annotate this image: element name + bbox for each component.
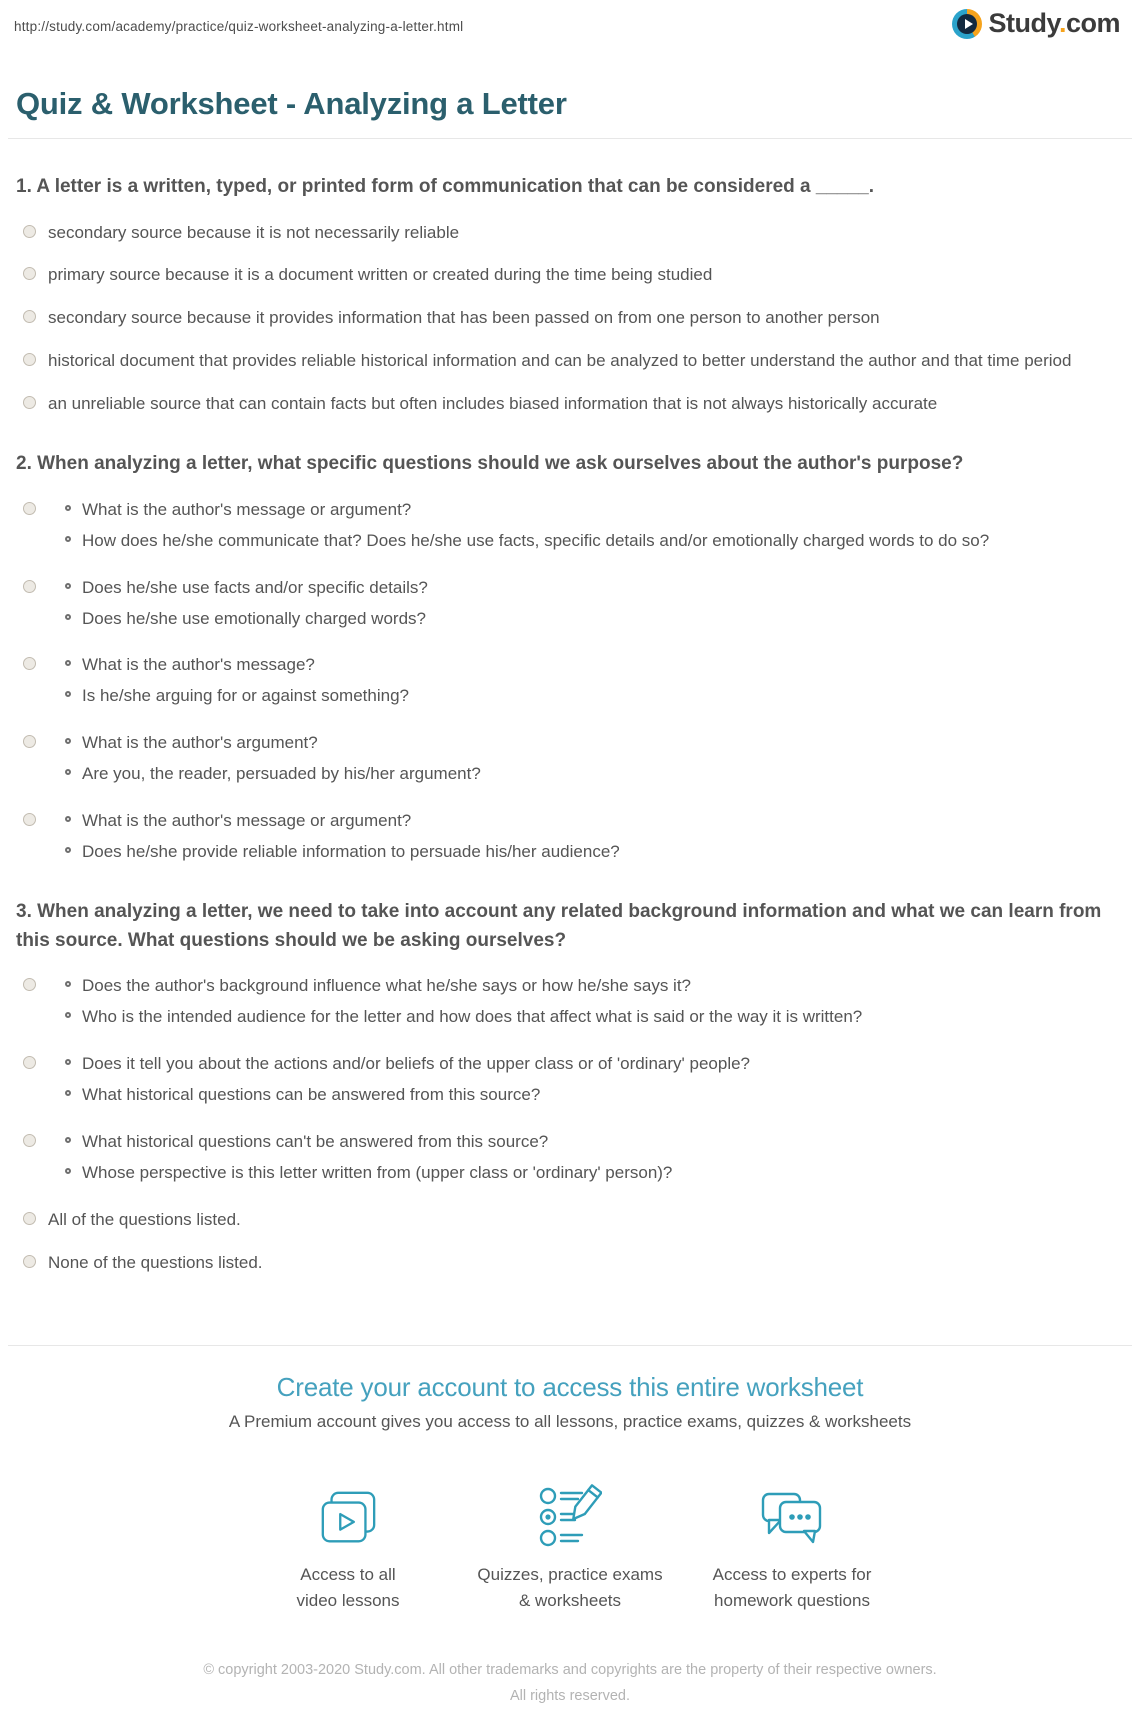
radio-button-icon[interactable] (23, 267, 36, 280)
sub-bullet-icon (65, 738, 71, 744)
option-text: an unreliable source that can contain facts but often includes biased information that is not always historically accurate (48, 394, 938, 414)
sub-bullet-icon (65, 816, 71, 822)
option-subline (65, 1053, 750, 1076)
answer-option[interactable] (23, 307, 1124, 330)
feature-video-lessons (237, 1478, 459, 1615)
option-text: Does he/she provide reliable information to persuade his/her audience? (82, 842, 620, 862)
option-subline (65, 577, 428, 600)
option-sublist (65, 1131, 672, 1185)
sub-bullet-icon (65, 1168, 71, 1174)
sub-bullet-icon (65, 691, 71, 697)
answer-option[interactable] (23, 732, 1124, 786)
radio-button-icon[interactable] (23, 813, 36, 826)
option-subline (65, 732, 481, 755)
answer-option[interactable] (23, 264, 1124, 287)
sub-bullet-icon (65, 1137, 71, 1143)
option-text: Does the author's background influence what he/she says or how he/she says it? (82, 976, 691, 996)
studycom-play-icon (952, 9, 982, 39)
option-text: What historical questions can be answered from this source? (82, 1084, 541, 1104)
questions (0, 173, 1140, 1299)
sub-bullet-icon (65, 660, 71, 666)
option-subline (65, 685, 409, 708)
option-subline (65, 841, 620, 864)
feature-label: Access to experts for homework questions (712, 1564, 872, 1610)
radio-button-icon[interactable] (23, 735, 36, 748)
answer-option[interactable] (23, 810, 1124, 864)
question-block (16, 898, 1124, 1275)
option-sublist (65, 499, 989, 553)
page-title: Quiz & Worksheet - Analyzing a Letter (16, 86, 567, 121)
option-sublist (65, 732, 481, 786)
sub-bullet-icon (65, 769, 71, 775)
radio-button-icon[interactable] (23, 502, 36, 515)
sub-bullet-icon (65, 1059, 71, 1065)
sub-bullet-icon (65, 614, 71, 620)
question-heading: 2. When analyzing a letter, what specific questions should we ask ourselves about the author's purpose? (16, 453, 964, 475)
option-text: What is the author's message? (82, 655, 315, 675)
option-text: Does he/she use facts and/or specific details? (82, 577, 428, 597)
copyright-notice: © copyright 2003-2020 Study.com. All other trademarks and copyrights are the property of their respective owners. All rights reserved. (203, 1662, 937, 1704)
video-lessons-icon (317, 1478, 379, 1550)
cta-title: Create your account to access this entire worksheet (276, 1371, 864, 1402)
title-divider (8, 138, 1132, 139)
feature-label: Quizzes, practice exams & worksheets (477, 1564, 663, 1610)
option-text: What is the author's argument? (82, 733, 318, 753)
option-text: Are you, the reader, persuaded by his/her argument? (82, 764, 481, 784)
option-text: All of the questions listed. (48, 1209, 241, 1229)
sub-bullet-icon (65, 536, 71, 542)
radio-button-icon[interactable] (23, 1056, 36, 1069)
answer-option[interactable] (23, 350, 1124, 373)
option-sublist (65, 577, 428, 631)
radio-button-icon[interactable] (23, 396, 36, 409)
option-text: Whose perspective is this letter written from (upper class or 'ordinary' person)? (82, 1162, 673, 1182)
option-sublist (65, 1053, 750, 1107)
option-subline (65, 530, 989, 553)
option-subline (65, 810, 620, 833)
answer-option[interactable] (23, 499, 1124, 553)
sub-bullet-icon (65, 981, 71, 987)
option-subline (65, 608, 428, 631)
sub-bullet-icon (65, 847, 71, 853)
sub-bullet-icon (65, 505, 71, 511)
option-subline (65, 975, 862, 998)
option-sublist (65, 975, 862, 1029)
question-heading: 3. When analyzing a letter, we need to take into account any related background information and what we can learn from this source. What questions should we be asking ourselves? (16, 901, 1102, 951)
feature-expert-help (681, 1478, 903, 1615)
radio-button-icon[interactable] (23, 353, 36, 366)
option-text: primary source because it is a document written or created during the time being studied (48, 265, 713, 285)
option-subline (65, 1131, 672, 1154)
option-text: What is the author's message or argument? (82, 811, 412, 831)
radio-button-icon[interactable] (23, 978, 36, 991)
option-text: secondary source because it provides information that has been passed on from one person to another person (48, 308, 880, 328)
page-url: http://study.com/academy/practice/quiz-worksheet-analyzing-a-letter.html (14, 19, 464, 34)
header (0, 0, 1140, 52)
answer-option[interactable] (23, 393, 1124, 416)
option-subline (65, 763, 481, 786)
option-subline (65, 1162, 672, 1185)
option-subline (65, 654, 409, 677)
question-block (16, 173, 1124, 416)
option-text: How does he/she communicate that? Does he/she use facts, specific details and/or emotionally charged words to do so? (82, 530, 990, 550)
option-sublist (65, 654, 409, 708)
sub-bullet-icon (65, 1090, 71, 1096)
option-text: Is he/she arguing for or against something? (82, 686, 409, 706)
cta-divider (8, 1345, 1132, 1346)
option-subline (65, 1006, 862, 1029)
option-text: historical document that provides reliable historical information and can be analyzed to better understand the author and that time period (48, 351, 1072, 371)
option-text: None of the questions listed. (48, 1252, 263, 1272)
features-row (0, 1478, 1140, 1615)
option-sublist (65, 810, 620, 864)
radio-button-icon[interactable] (23, 580, 36, 593)
quizzes-worksheets-icon (538, 1478, 602, 1550)
cta-section (0, 1372, 1140, 1615)
studycom-wordmark: Study.com (988, 8, 1120, 38)
radio-button-icon[interactable] (23, 657, 36, 670)
answer-option[interactable] (23, 654, 1124, 708)
answer-option[interactable] (23, 1209, 1124, 1232)
answer-option[interactable] (23, 1053, 1124, 1107)
feature-label: Access to all video lessons (296, 1564, 400, 1610)
feature-quizzes-worksheets (459, 1478, 681, 1615)
experts-chat-icon (758, 1478, 826, 1550)
sub-bullet-icon (65, 1012, 71, 1018)
sub-bullet-icon (65, 583, 71, 589)
answer-option[interactable] (23, 975, 1124, 1029)
answer-option[interactable] (23, 1252, 1124, 1275)
question-heading: 1. A letter is a written, typed, or printed form of communication that can be considered a _____. (16, 176, 875, 197)
studycom-logo[interactable] (952, 8, 1120, 39)
option-subline (65, 1084, 750, 1107)
cta-subtitle: A Premium account gives you access to all lessons, practice exams, quizzes & worksheets (228, 1411, 912, 1431)
option-text: Does it tell you about the actions and/or beliefs of the upper class or of 'ordinary' people? (82, 1053, 751, 1073)
option-text: Does he/she use emotionally charged words? (82, 608, 426, 628)
radio-button-icon[interactable] (23, 1255, 36, 1268)
radio-button-icon[interactable] (23, 225, 36, 238)
radio-button-icon[interactable] (23, 1134, 36, 1147)
option-text: What historical questions can't be answered from this source? (82, 1131, 549, 1151)
answer-option[interactable] (23, 577, 1124, 631)
radio-button-icon[interactable] (23, 310, 36, 323)
radio-button-icon[interactable] (23, 1212, 36, 1225)
answer-option[interactable] (23, 1131, 1124, 1185)
answer-option[interactable] (23, 222, 1124, 245)
option-text: secondary source because it is not necessarily reliable (48, 222, 460, 242)
option-subline (65, 499, 989, 522)
question-block (16, 450, 1124, 864)
option-text: What is the author's message or argument? (82, 499, 412, 519)
option-text: Who is the intended audience for the letter and how does that affect what is said or the way it is written? (82, 1007, 863, 1026)
